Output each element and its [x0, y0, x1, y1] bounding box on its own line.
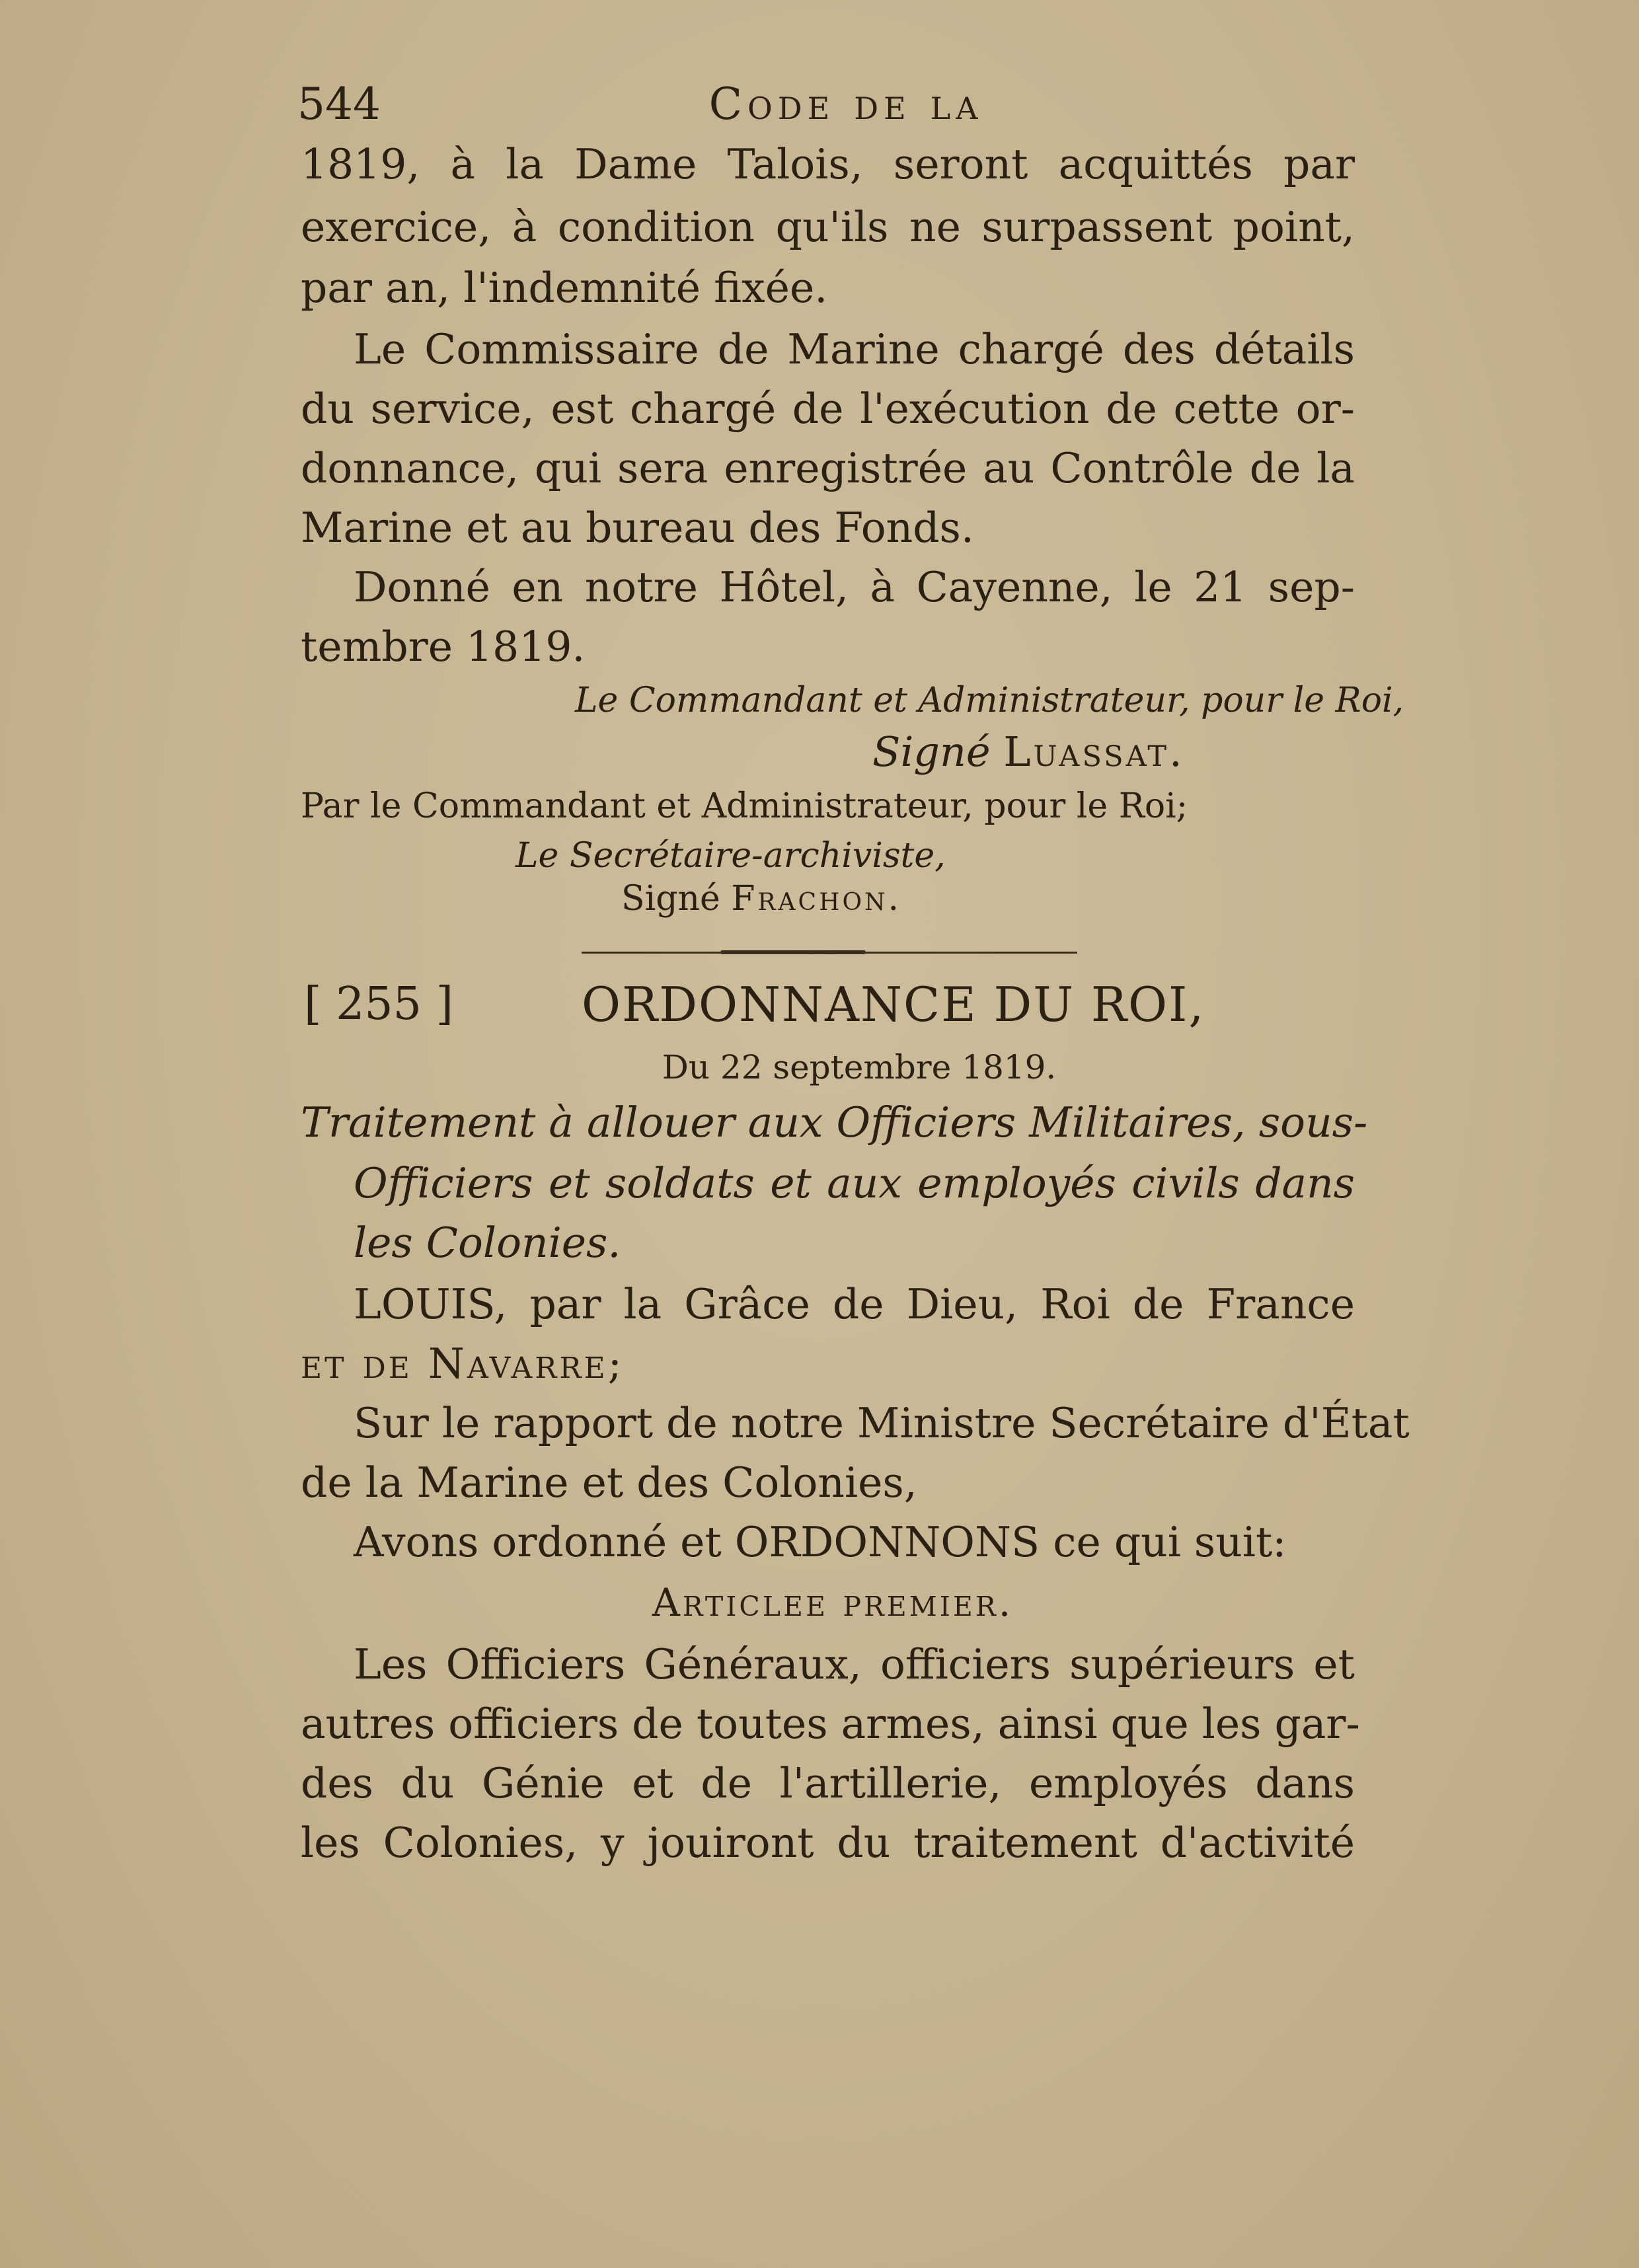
secretaire-title: Le Secrétaire-archiviste, [515, 836, 946, 876]
preamble-line: et de Navarre; [301, 1340, 625, 1388]
signed-label: Signé [621, 879, 720, 919]
text-line: du service, est chargé de l'exécution de cette or- [301, 385, 1355, 433]
subject-line: les Colonies. [354, 1219, 621, 1267]
par-commandant-line: Par le Commandant et Administrateur, pour le Roi; [301, 786, 1188, 826]
ordonnance-date: Du 22 septembre 1819. [662, 1048, 1057, 1086]
signature-commandant-title: Le Commandant et Administrateur, pour le Roi, [575, 681, 1404, 720]
text-line: Donné en notre Hôtel, à Cayenne, le 21 sep- [354, 563, 1355, 611]
signature-secretaire [621, 876, 901, 922]
page-number: 544 [297, 79, 381, 130]
article-line: des du Génie et de l'artillerie, employés dans [301, 1759, 1355, 1807]
article-line: autres officiers de toutes armes, ainsi que les gar- [301, 1700, 1360, 1748]
subject-line: Traitement à allouer aux Officiers Militaires, sous- [301, 1098, 1368, 1147]
signed-label: Signé [872, 728, 991, 776]
ordonnance-title: ORDONNANCE DU ROI, [582, 977, 1205, 1032]
article-line: les Colonies, y jouiront du traitement d'activité [301, 1819, 1355, 1867]
signatory-name: Frachon. [731, 879, 902, 919]
running-title: Code de la [708, 79, 983, 130]
preamble-line: LOUIS, par la Grâce de Dieu, Roi de France [354, 1280, 1355, 1328]
text-line: donnance, qui sera enregistrée au Contrôle de la [301, 444, 1355, 492]
preamble-line: Avons ordonné et ORDONNONS ce qui suit: [354, 1518, 1287, 1566]
preamble-line: de la Marine et des Colonies, [301, 1458, 917, 1507]
ordonnance-number: [ 255 ] [304, 978, 454, 1030]
preamble-line: Sur le rapport de notre Ministre Secrétaire d'État [354, 1399, 1410, 1447]
signatory-name: Luassat. [1003, 728, 1185, 776]
article-line: Les Officiers Généraux, officiers supérieurs et [354, 1640, 1355, 1688]
signature-commandant [872, 726, 1185, 778]
text-line: Marine et au bureau des Fonds. [301, 504, 974, 552]
text-line: par an, l'indemnité fixée. [301, 264, 828, 312]
section-divider [582, 952, 1077, 954]
text-line: tembre 1819. [301, 623, 586, 671]
text-line: exercice, à condition qu'ils ne surpassent point, [301, 203, 1355, 251]
text-line: 1819, à la Dame Talois, seront acquittés par [301, 140, 1355, 188]
text-line: Le Commissaire de Marine chargé des détails [354, 325, 1355, 373]
article-heading: Articlee premier. [652, 1580, 1014, 1625]
subject-line: Officiers et soldats et aux employés civils dans [354, 1159, 1355, 1207]
